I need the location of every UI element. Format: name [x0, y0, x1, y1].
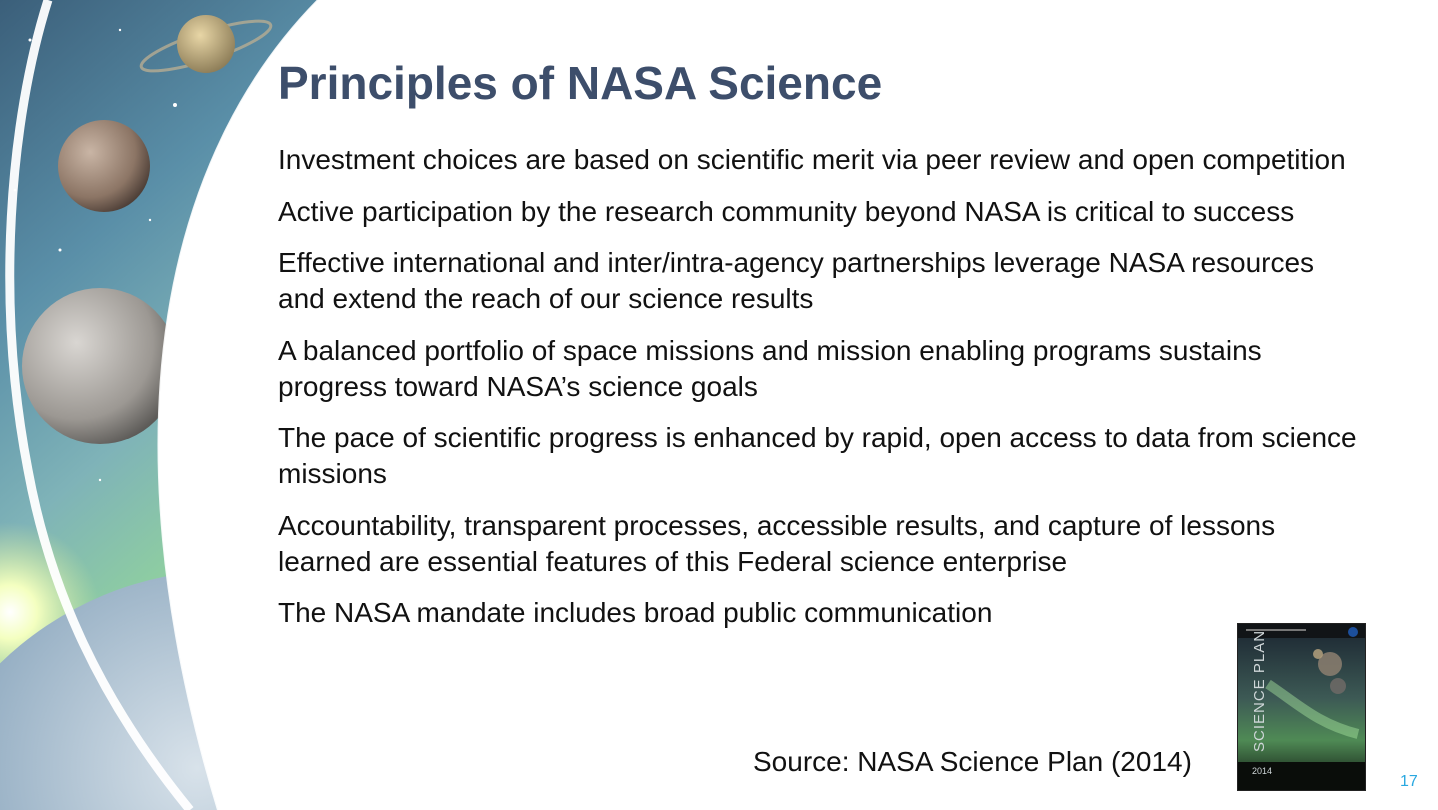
- list-item: The pace of scientific progress is enhanced by rapid, open access to data from science missions: [278, 422, 1357, 489]
- list-item: Investment choices are based on scientific merit via peer review and open competition: [278, 144, 1346, 175]
- principles-list: [278, 142, 1368, 647]
- list-item: Accountability, transparent processes, accessible results, and capture of lessons learned are essential features of this Federal science enterprise: [278, 509, 1276, 577]
- list-item: The NASA mandate includes broad public communication: [278, 597, 993, 628]
- nasa-logo-icon: [1348, 627, 1358, 637]
- page-number: 17: [1400, 773, 1418, 790]
- planet-image: [177, 15, 235, 73]
- list-item: Active participation by the research community beyond NASA is critical to success: [278, 195, 1295, 227]
- list-item: Effective international and inter/intra-agency partnerships leverage NASA resources and extend the reach of our science results: [278, 247, 1315, 314]
- source-citation: Source: NASA Science Plan (2014): [753, 746, 1192, 777]
- cover-year: 2014: [1252, 766, 1273, 776]
- slide-title: Principles of NASA Science: [278, 57, 883, 109]
- science-plan-cover-image: [1238, 624, 1365, 790]
- list-item: A balanced portfolio of space missions and mission enabling programs sustains progress toward NASA’s science goals: [278, 334, 1262, 402]
- cover-title: SCIENCE PLAN: [1251, 629, 1268, 752]
